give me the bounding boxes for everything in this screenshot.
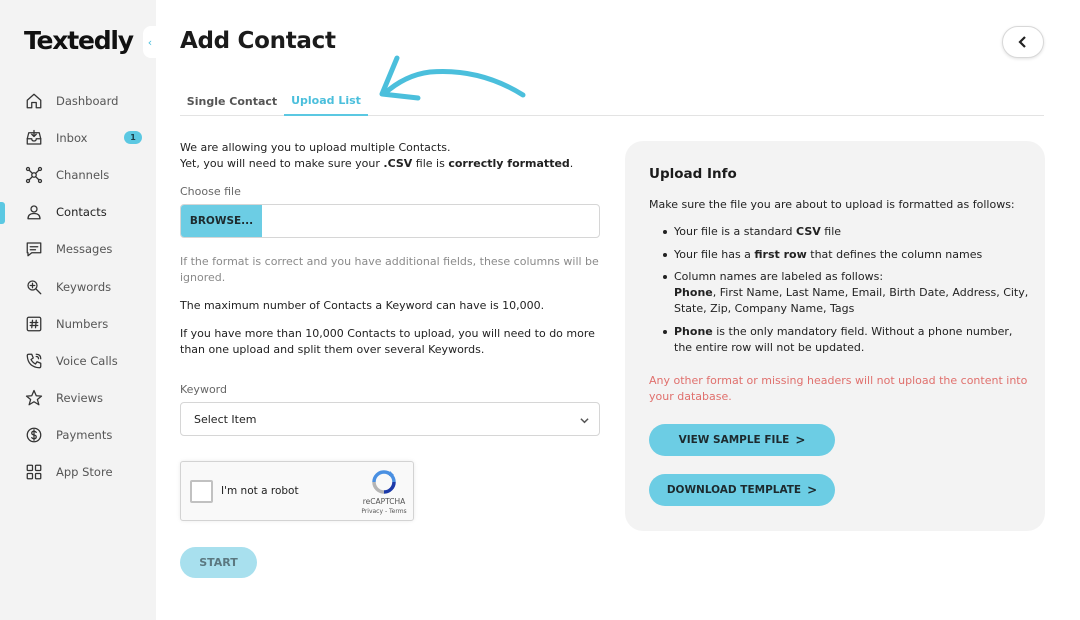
sidebar-item-app-store[interactable] [0, 454, 156, 491]
sidebar-item-label: App Store [56, 465, 113, 480]
tab-upload-list[interactable]: Upload List [284, 86, 368, 116]
apps-grid-icon [25, 463, 43, 481]
keyword-search-icon [25, 278, 43, 296]
message-icon [25, 240, 43, 258]
choose-file-label: Choose file [180, 185, 241, 198]
view-sample-file-button[interactable] [649, 424, 835, 456]
sidebar-item-label: Numbers [56, 316, 109, 331]
back-button[interactable] [1002, 26, 1044, 58]
chevron-right-icon: > [795, 433, 806, 447]
browse-button[interactable]: BROWSE... [181, 205, 262, 237]
chevron-left-icon [1017, 33, 1029, 52]
max-contacts-note: The maximum number of Contacts a Keyword can have is 10,000. [180, 299, 545, 312]
download-template-button[interactable] [649, 474, 835, 506]
sidebar-item-label: Payments [56, 428, 113, 443]
sidebar-item-label: Voice Calls [56, 353, 118, 368]
sidebar-collapse-button[interactable] [143, 26, 157, 58]
recaptcha-checkbox[interactable] [190, 480, 213, 503]
sidebar-item-messages[interactable] [0, 231, 156, 268]
view-sample-file-label: VIEW SAMPLE FILE [678, 434, 790, 446]
format-warning-text: Any other format or missing headers will not upload the content into your database. [649, 374, 1028, 403]
sidebar-item-label: Channels [56, 167, 110, 182]
recaptcha-terms-link[interactable]: Privacy - Terms [361, 508, 407, 515]
keyword-label: Keyword [180, 383, 227, 396]
list-item: Your file is a standard CSV file [649, 224, 1029, 240]
upload-info-description: Make sure the file you are about to upload is formatted as follows: [649, 198, 1015, 211]
sidebar-item-reviews[interactable] [0, 380, 156, 417]
sidebar-item-contacts[interactable] [0, 194, 156, 231]
split-upload-note: If you have more than 10,000 Contacts to upload, you will need to do more than one upload and split them over several Keywords. [180, 327, 595, 356]
hash-icon [25, 315, 43, 333]
sidebar-nav [0, 82, 156, 491]
chevron-right-icon: > [807, 483, 818, 497]
tab-bar [180, 86, 1044, 116]
sidebar-item-dashboard[interactable] [0, 82, 156, 119]
sidebar-item-payments[interactable] [0, 417, 156, 454]
sidebar-item-label: Contacts [56, 205, 107, 220]
inbox-count-badge: 1 [124, 131, 142, 144]
list-item: Your file has a first row that defines the column names [649, 247, 1029, 263]
user-icon [25, 203, 43, 221]
sidebar-item-channels[interactable] [0, 156, 156, 193]
chevron-left-icon: ‹ [147, 35, 153, 49]
recaptcha-widget [180, 461, 414, 521]
upload-info-title: Upload Info [649, 166, 737, 182]
sidebar-item-inbox[interactable] [0, 119, 156, 156]
file-input[interactable] [180, 204, 600, 238]
upload-requirements-list [649, 224, 1029, 362]
sidebar-item-label: Messages [56, 242, 113, 257]
list-item: Column names are labeled as follows: Phone, First Name, Last Name, Email, Birth Date, Address, City, State, Zip, Company Name, Tags [649, 269, 1029, 317]
page-title: Add Contact [180, 28, 336, 54]
keyword-select-value: Select Item [194, 412, 257, 426]
sidebar-item-numbers[interactable] [0, 305, 156, 342]
intro-line-1: We are allowing you to upload multiple Contacts. [180, 141, 451, 154]
tab-single-contact[interactable]: Single Contact [186, 94, 278, 108]
sidebar [0, 0, 156, 620]
pointer-arrow-annotation [370, 50, 530, 106]
sidebar-item-voice-calls[interactable] [0, 342, 156, 379]
sidebar-item-label: Keywords [56, 279, 112, 294]
channels-icon [25, 166, 43, 184]
recaptcha-brand: reCAPTCHA [362, 497, 406, 506]
phone-icon [25, 352, 43, 370]
logo: Textedly [24, 26, 133, 55]
start-button[interactable]: START [180, 547, 257, 578]
inbox-icon [25, 129, 43, 147]
intro-line-2: Yet, you will need to make sure your .CSV file is correctly formatted. [180, 157, 574, 170]
list-item: Phone is the only mandatory field. Without a phone number, the entire row will not be updated. [649, 324, 1029, 356]
sidebar-item-label: Dashboard [56, 93, 119, 108]
recaptcha-label: I'm not a robot [221, 485, 299, 497]
extra-fields-note: If the format is correct and you have additional fields, these columns will be ignored. [180, 255, 599, 284]
sidebar-item-keywords[interactable] [0, 268, 156, 305]
upload-intro-text [180, 140, 573, 172]
dollar-icon [25, 426, 43, 444]
chevron-down-icon [580, 415, 589, 424]
download-template-label: DOWNLOAD TEMPLATE [666, 484, 802, 496]
recaptcha-logo-icon [371, 470, 397, 494]
star-icon [25, 389, 43, 407]
sidebar-item-label: Inbox [56, 130, 88, 145]
sidebar-item-label: Reviews [56, 391, 104, 406]
keyword-select[interactable] [180, 402, 600, 436]
upload-info-card [625, 141, 1045, 531]
home-icon [25, 92, 43, 110]
